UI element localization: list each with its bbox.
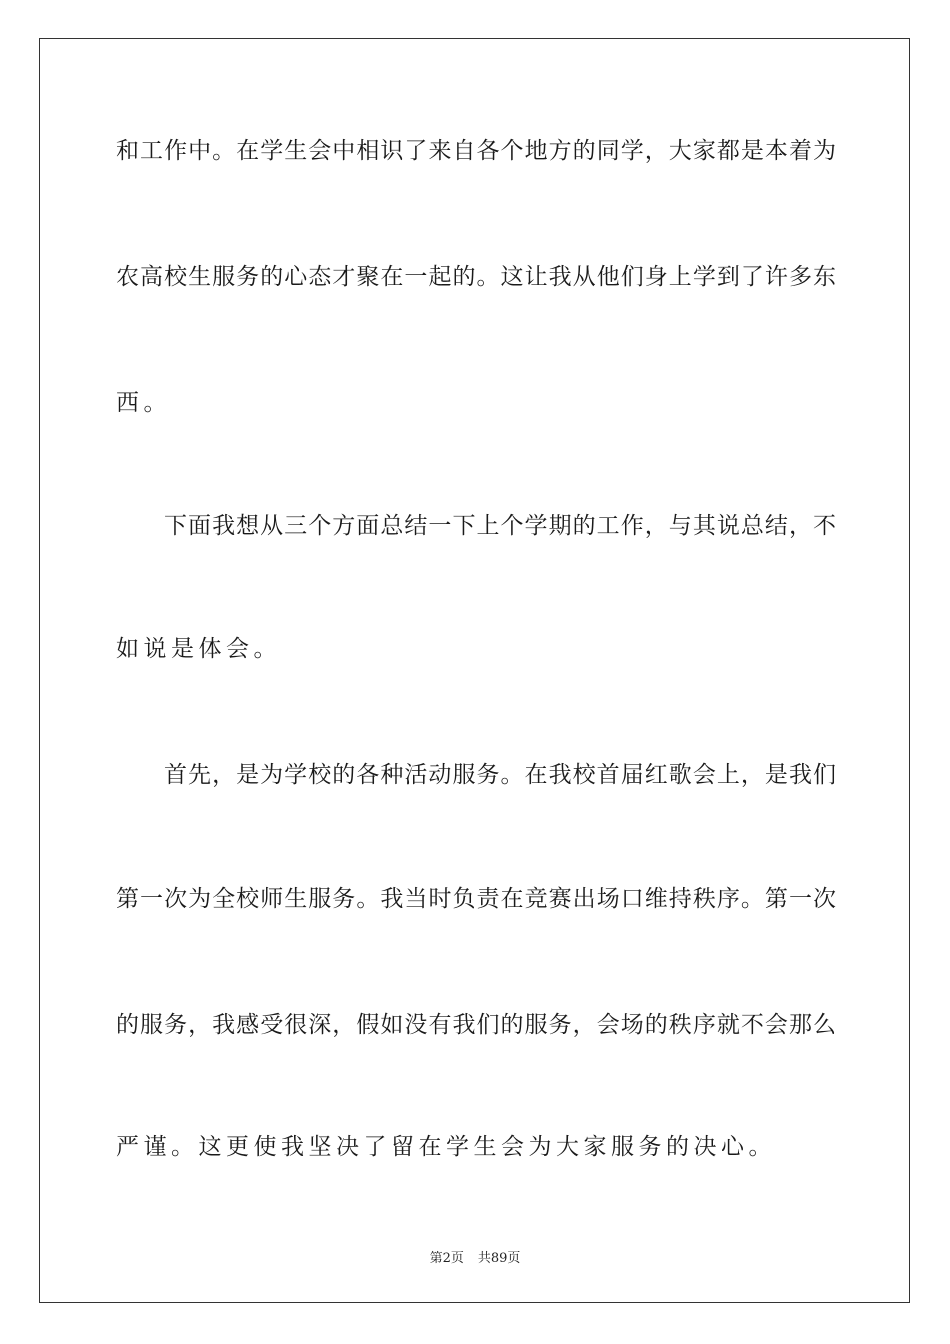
body-text-line: 的服务，我感受很深，假如没有我们的服务，会场的秩序就不会那么 — [116, 1012, 836, 1038]
body-text-line: 第一次为全校师生服务。我当时负责在竞赛出场口维持秩序。第一次 — [116, 886, 836, 912]
body-text-line: 下面我想从三个方面总结一下上个学期的工作，与其说总结，不 — [164, 513, 836, 539]
body-text-line: 如说是体会。 — [116, 636, 281, 662]
body-text-line: 严谨。这更使我坚决了留在学生会为大家服务的决心。 — [116, 1134, 776, 1160]
page-footer — [0, 1247, 950, 1266]
body-text-line: 西。 — [116, 390, 171, 416]
page-number: 第2页 — [429, 1251, 464, 1266]
body-text-line: 首先，是为学校的各种活动服务。在我校首届红歌会上，是我们 — [164, 762, 836, 788]
body-text-line: 农高校生服务的心态才聚在一起的。这让我从他们身上学到了许多东 — [116, 264, 836, 290]
page-total: 共89页 — [477, 1251, 521, 1266]
body-text-line: 和工作中。在学生会中相识了来自各个地方的同学，大家都是本着为 — [116, 138, 836, 164]
page-border — [39, 38, 910, 1303]
